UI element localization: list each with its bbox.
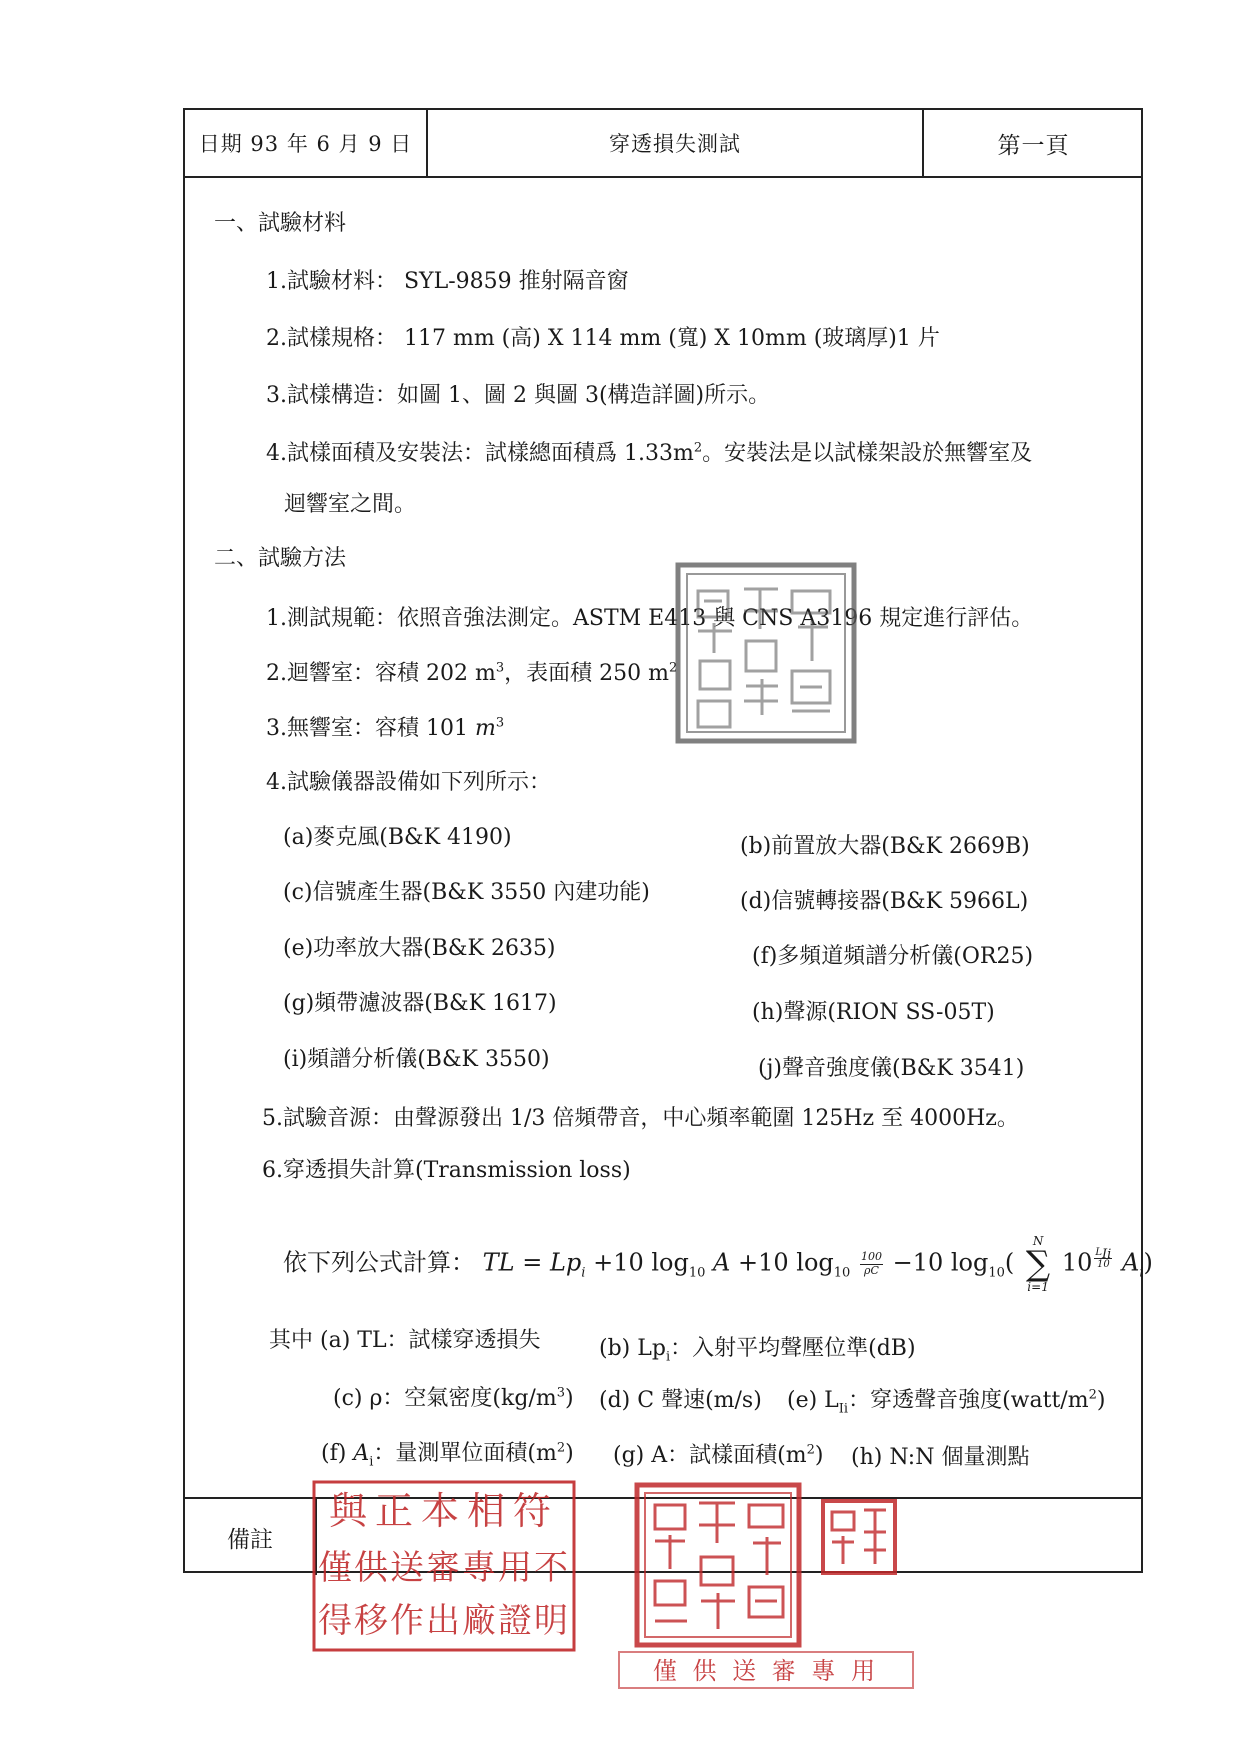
method-item-6: 6.穿透損失計算(Transmission loss) [262,1158,631,1183]
stamp-line-2: 僅供送審專用不 [318,1548,570,1588]
equipment-j: (j)聲音強度儀(B&K 3541) [758,1056,1025,1081]
method-item-2: 2.迴響室：容積 202 $m^3$，表面積 250 $m^2$ [266,660,678,686]
material-item-2: 2.試樣規格： 117 mm (高) X 114 mm (寬) X 10mm (玻璃厚)1 片 [266,326,940,351]
equipment-c: (c)信號產生器(B&K 3550 內建功能) [283,880,650,905]
legend-b: (b) $Lp_i$：入射平均聲壓位準(dB) [599,1336,916,1365]
equipment-h: (h)聲源(RION SS-05T) [752,1000,995,1025]
material-item-3: 3.試樣構造：如圖 1、圖 2 與圖 3(構造詳圖)所示。 [266,383,771,408]
equipment-b: (b)前置放大器(B&K 2669B) [740,834,1030,859]
legend-e: (e) $L_{Ii}$：穿透聲音強度$(watt/m^2)$ [787,1387,1106,1417]
equipment-a: (a)麥克風(B&K 4190) [283,825,512,850]
equipment-g: (g)頻帶濾波器(B&K 1617) [283,991,557,1016]
summation: N ∑ i=1 [1025,1234,1051,1294]
formula-intro: 依下列公式計算： [283,1248,475,1277]
material-item-1: 1.試驗材料： SYL-9859 推射隔音窗 [266,269,629,294]
equipment-f: (f)多頻道頻譜分析儀(OR25) [752,944,1034,969]
equipment-i: (i)頻譜分析儀(B&K 3550) [283,1047,550,1072]
method-item-3: 3.無響室：容積 101 $m^3$ [266,715,505,741]
review-only-stamp [617,1650,915,1690]
review-only-text: 僅 供 送 審 專 用 [652,1657,880,1685]
material-item-4: 4.試樣面積及安裝法：試樣總面積爲 $1.33m^2$。安裝法是以試樣架設於無響室及 [266,440,1033,466]
method-item-5: 5.試驗音源：由聲源發出 1/3 倍頻帶音，中心頻率範圍 125Hz 至 4000Hz。 [262,1106,1019,1131]
tl-formula: 依下列公式計算： TL = $Lp_i +10$ $\log_{10} A +10$ $\log_{10}$ $\frac{100}{\rho C}$ −10 $\log_{10}$( N ∑ i=1 10 $^{\frac{L_{Ii}}{10}}$ $A_i$) [283,1234,1153,1294]
institution-seal-stamp [633,1481,803,1649]
method-item-1: 1.測試規範：依照音強法測定。ASTM E413 與 CNS A3196 規定進行評估。 [266,606,1034,631]
section1-heading: 一、試驗材料 [214,211,347,236]
legend-c: (c) ρ：空氣密度$(kg/m^3)$ [333,1385,574,1411]
legend-g: (g) A：試樣面積$(m^2)$ [613,1442,824,1468]
remarks-label: 備註 [185,1499,317,1575]
header-date: 日期 93 年 6 月 9 日 [185,110,428,176]
equipment-e: (e)功率放大器(B&K 2635) [283,936,556,961]
legend-f: (f) $A_i$：量測單位面積$(m^2)$ [321,1440,574,1470]
method-item-4: 4.試驗儀器設備如下列所示： [266,770,551,795]
legend-d: (d) C 聲速(m/s) [599,1388,762,1413]
legend-a: 其中 (a) TL：試樣穿透損失 [269,1328,541,1353]
small-seal-stamp [820,1498,898,1576]
material-item-4-cont: 迴響室之間。 [284,492,417,517]
stamp-line-1: 與正本相符 [328,1489,560,1533]
section2-heading: 二、試驗方法 [214,546,347,571]
stamp-line-3: 得移作出廠證明 [318,1601,570,1641]
formula-fraction: $\frac{100}{\rho C}$ [860,1250,882,1277]
equipment-d: (d)信號轉接器(B&K 5966L) [740,889,1029,914]
header-title: 穿透損失測試 [428,110,924,176]
certified-copy-stamp [312,1480,576,1652]
official-seal-stamp [674,561,858,745]
header-page: 第一頁 [997,132,1070,159]
legend-h: (h) N:N 個量測點 [851,1445,1030,1470]
header-row [185,110,1141,178]
